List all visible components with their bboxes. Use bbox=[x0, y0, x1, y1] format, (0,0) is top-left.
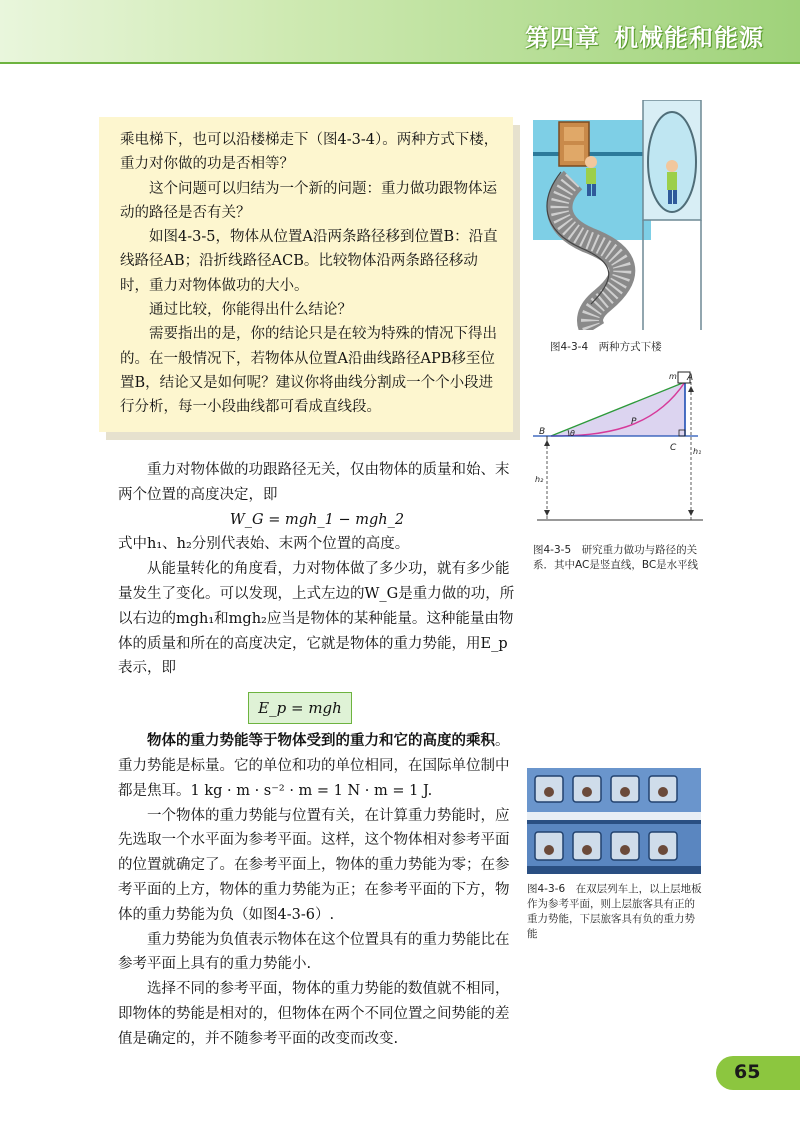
label-b: B bbox=[539, 427, 546, 437]
label-c: C bbox=[670, 443, 677, 453]
note-paragraph: 通过比较，你能得出什么结论？ bbox=[149, 302, 352, 319]
note-paragraph: 这个问题可以归结为一个新的问题：重力做功跟物体运动的路径是否有关？ bbox=[120, 180, 497, 221]
figure-caption: 图4-3-5 研究重力做功与路径的关系．其中AC是竖直线，BC是水平线 bbox=[533, 544, 699, 571]
figure-caption: 图4-3-4 两种方式下楼 bbox=[550, 341, 662, 353]
chapter-number: 第四章 bbox=[525, 24, 600, 52]
body-paragraph: 重力对物体做的功跟路径无关，仅由物体的质量和始、末两个位置的高度决定，即 bbox=[118, 462, 510, 503]
label-theta: θ bbox=[570, 429, 575, 438]
body-paragraph: 式中h₁、h₂分别代表始、末两个位置的高度。 bbox=[118, 536, 410, 553]
note-paragraph: 乘电梯下，也可以沿楼梯走下（图4-3-4）。两种方式下楼，重力对你做的功是否相等？ bbox=[120, 132, 499, 173]
main-text bbox=[118, 458, 516, 1052]
definition-rest: 。重力势能是标量。它的单位和功的单位相同，在国际单位制中都是焦耳。1 kg · m · s⁻² · m = 1 N · m = 1 J. bbox=[118, 733, 510, 799]
note-paragraph: 需要指出的是，你的结论只是在较为特殊的情况下得出的。在一般情况下，若物体从位置A沿曲线路径APB移至位置B，结论又是如何呢？建议你将曲线分割成一个个小段进行分析，每一小段曲线都可看成直线段。 bbox=[120, 326, 497, 416]
formula-box-wrapper bbox=[118, 681, 516, 729]
key-definition: 物体的重力势能等于物体受到的重力和它的高度的乘积 bbox=[147, 732, 495, 750]
path-work-diagram bbox=[533, 370, 705, 530]
label-h2: h₂ bbox=[535, 475, 544, 484]
body-paragraph bbox=[118, 729, 516, 803]
note-paragraph: 如图4-3-5，物体从位置A沿两条路径移到位置B：沿直线路径AB；沿折线路径ACB。比较物体沿两条路径移动时，重力对物体做功的大小。 bbox=[120, 229, 498, 294]
work-formula: W_G = mgh_1 − mgh_2 bbox=[229, 511, 405, 528]
label-p: P bbox=[631, 417, 637, 427]
body-paragraph: 一个物体的重力势能与位置有关，在计算重力势能时，应先选取一个水平面为参考平面。这样，这个物体相对参考平面的位置就确定了。在参考平面上，物体的重力势能为零；在参考平面的上方，物体的重力势能为正；在参考平面的下方，物体的重力势能为负（如图4-3-6）. bbox=[118, 807, 510, 923]
discussion-note-text bbox=[120, 128, 504, 420]
potential-energy-formula: E_p = mgh bbox=[248, 692, 352, 724]
double-decker-train-photo bbox=[527, 768, 701, 874]
label-a: A bbox=[687, 373, 694, 383]
header-divider bbox=[0, 62, 800, 64]
body-paragraph: 重力势能为负值表示物体在这个位置具有的重力势能比在参考平面上具有的重力势能小. bbox=[118, 931, 510, 973]
figure-caption: 图4-3-6 在双层列车上，以上层地板作为参考平面，则上层旅客具有正的重力势能，下层旅客具有负的重力势能 bbox=[527, 883, 702, 940]
chapter-name: 机械能和能源 bbox=[614, 24, 764, 52]
label-h1: h₁ bbox=[693, 447, 702, 456]
label-m: m bbox=[669, 372, 677, 381]
body-paragraph: 从能量转化的角度看，力对物体做了多少功，就有多少能量发生了变化。可以发现，上式左边的W_G是重力做的功，所以右边的mgh₁和mgh₂应当是物体的某种能量。这种能量由物体的质量和所在的高度决定，它就是物体的重力势能，用E_p表示，即 bbox=[118, 561, 515, 677]
page-number: 65 bbox=[734, 1061, 761, 1083]
chapter-title bbox=[511, 18, 764, 53]
stairs-elevator-illustration bbox=[533, 100, 703, 330]
body-paragraph: 选择不同的参考平面，物体的重力势能的数值就不相同，即物体的势能是相对的，但物体在两个不同位置之间势能的差值是确定的，并不随参考平面的改变而改变. bbox=[118, 981, 510, 1047]
